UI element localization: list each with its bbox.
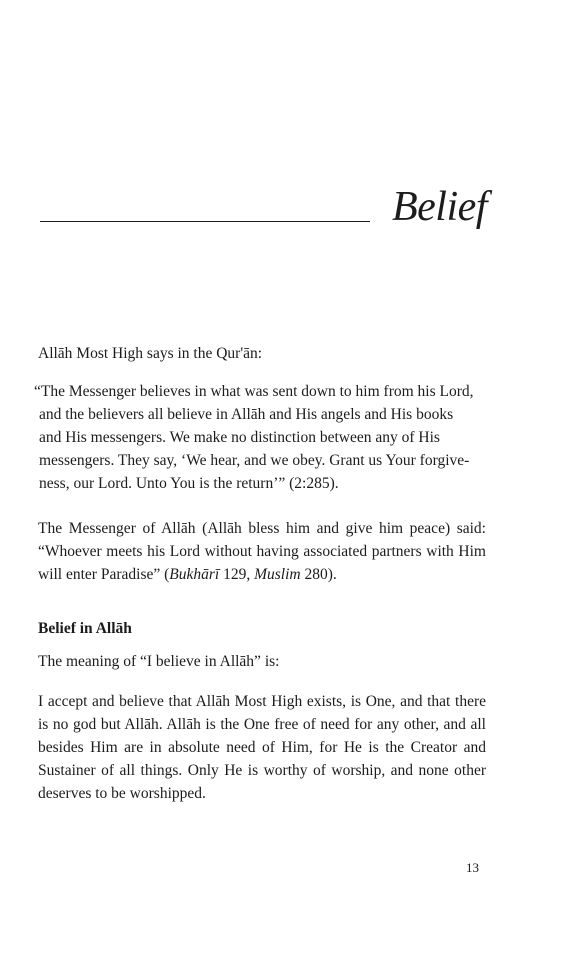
hadith-source-muslim: Muslim: [254, 566, 301, 583]
section-heading: Belief in Allāh: [38, 620, 132, 637]
explanation-paragraph: I accept and believe that Allāh Most High exists, is One, and that there is no god but Allāh. Allāh is the One free of need for any other, and all besides Him are in absolute need of Him, for He is the Creator and Sustainer of all things. Only He is worthy of worship, and none other deserves to be worshipped.: [38, 693, 486, 802]
chapter-title: Belief: [392, 184, 487, 230]
meaning-paragraph: The meaning of “I believe in Allāh” is:: [38, 653, 280, 670]
quote-line: “The Messenger believes in what was sent down to him from his Lord,: [34, 383, 474, 400]
intro-paragraph: Allāh Most High says in the Qur'ān:: [38, 345, 263, 362]
hadith-number-muslim: 280).: [300, 566, 337, 583]
quote-line: messengers. They say, ‘We hear, and we obey. Grant us Your forgive-: [39, 452, 470, 469]
hadith-text: The Messenger of Allāh (Allāh bless him and give him peace) said: “Whoever meets his Lord without having associated partners with Him will enter Paradise” (: [38, 520, 486, 583]
hadith-paragraph: [38, 517, 486, 586]
page-number: 13: [466, 860, 479, 875]
hadith-number-bukhari: 129,: [219, 566, 255, 583]
hadith-source-bukhari: Bukhārī: [169, 566, 220, 583]
quote-line: ness, our Lord. Unto You is the return’” (2:285).: [39, 475, 339, 492]
quran-quote: [34, 380, 486, 495]
quote-line: and the believers all believe in Allāh and His angels and His books: [39, 406, 454, 423]
chapter-title-rule: [40, 221, 370, 222]
quote-line: and His messengers. We make no distinction between any of His: [39, 429, 440, 446]
